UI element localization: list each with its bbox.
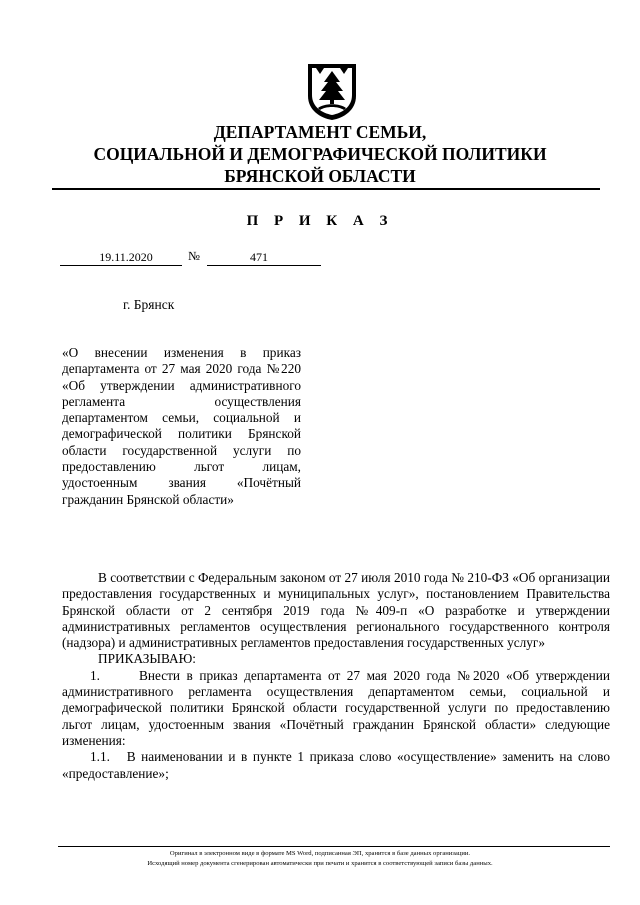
document-date: 19.11.2020 [60, 250, 182, 266]
header-divider [52, 188, 600, 190]
body-paragraph-item-1: 1. Внести в приказ департамента от 27 мая 2020 года №2020 «Об утверждении административного регламента осуществления департаментом семьи, социальной и демографической политики Брянской области государственной услуги по предоставлению льгот лицам, удостоенным звания «Почётный гражданин Брянской области» следующие изменения: [62, 667, 610, 748]
document-body [62, 570, 610, 782]
org-line-2: СОЦИАЛЬНОЙ И ДЕМОГРАФИЧЕСКОЙ ПОЛИТИКИ [93, 144, 547, 164]
document-number: 471 [207, 250, 321, 266]
number-sign: № [188, 249, 200, 263]
body-paragraph-order: ПРИКАЗЫВАЮ: [98, 651, 196, 667]
city-label: г. Брянск [123, 297, 175, 312]
footer-line-1: Оригинал в электронном виде в формате MS Word, подписанная ЭП, хранится в базе данных организации. [169, 850, 471, 857]
body-paragraph-preamble: В соответствии с Федеральным законом от 27 июля 2010 года № 210-ФЗ «Об организации предоставления государственных и муниципальных услуг», постановлением Правительства Брянской области от 2 сентября 2019 года №409-п «О разработке и утверждении административных регламентов осуществления регионального государственного контроля (надзора) и административных регламентов предоставления государственных услуг» [62, 570, 610, 651]
document-type-title: П Р И К А З [246, 213, 394, 229]
coat-of-arms-icon [306, 62, 358, 122]
footer-divider [58, 846, 610, 847]
org-line-3: БРЯНСКОЙ ОБЛАСТИ [224, 166, 416, 186]
footer-line-2: Исходящий номер документа сгенерирован автоматически при печати и хранится в соответствующей записи базы данных. [147, 860, 493, 867]
org-line-1: ДЕПАРТАМЕНТ СЕМЬИ, [213, 122, 427, 142]
body-paragraph-item-1-1: 1.1. В наименовании и в пункте 1 приказа слово «осуществление» заменить на слово «предоставление»; [62, 749, 610, 781]
footer-note [0, 849, 640, 869]
organization-name [0, 121, 640, 187]
document-subject: «О внесении изменения в приказ департамента от 27 мая 2020 года №220 «Об утверждении административного регламента осуществления департаментом семьи, социальной и демографической политики Брянской области государственной услуги по предоставлению льгот лицам, удостоенным звания «Почётный гражданин Брянской области» [62, 345, 301, 507]
